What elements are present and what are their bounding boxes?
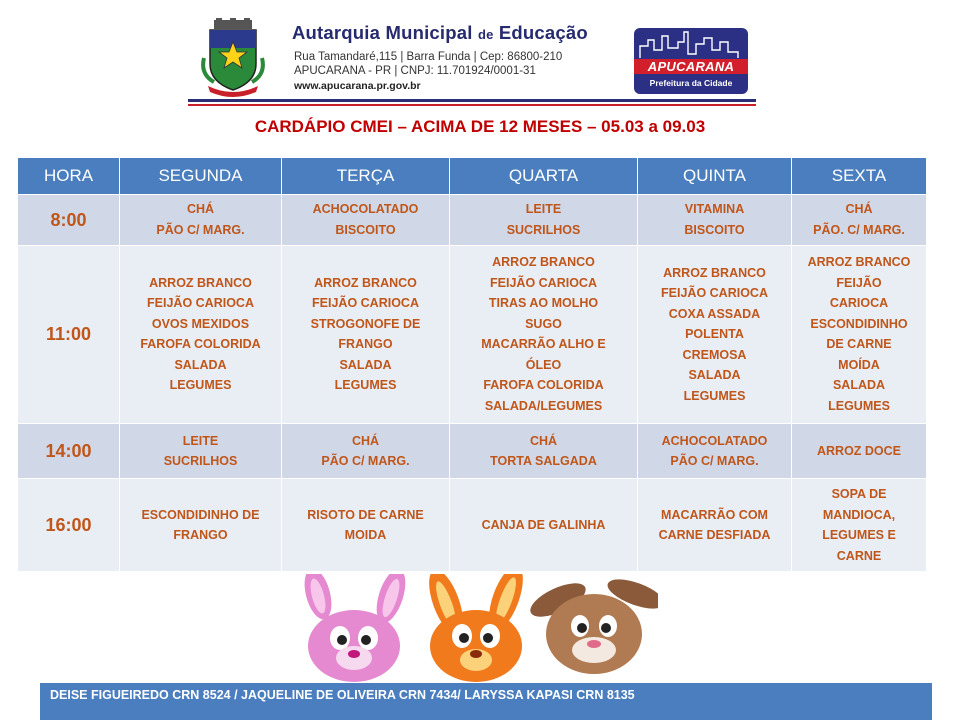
menu-item: VITAMINA bbox=[684, 202, 745, 217]
menu-item: ARROZ BRANCO bbox=[492, 255, 595, 270]
menu-item: MOIDA bbox=[344, 528, 387, 542]
header-rule-red bbox=[188, 104, 756, 106]
menu-item: CANJA DE GALINHA bbox=[481, 517, 606, 532]
menu-item: CHÁ bbox=[529, 433, 558, 448]
hour-cell: 8:00 bbox=[18, 195, 120, 246]
menu-item: ESCONDIDINHO DE bbox=[141, 507, 260, 522]
menu-cell bbox=[638, 424, 792, 479]
address-line-2: APUCARANA - PR | CNPJ: 11.701924/0001-31 bbox=[294, 65, 536, 77]
city-badge-name: APUCARANA bbox=[634, 59, 748, 74]
hour-cell: 11:00 bbox=[18, 245, 120, 424]
menu-item: ARROZ BRANCO bbox=[663, 265, 766, 280]
menu-cell bbox=[638, 479, 792, 572]
skyline-icon bbox=[634, 28, 748, 62]
org-name: Autarquia Municipal de Educação bbox=[292, 22, 588, 43]
hour-cell: 16:00 bbox=[18, 479, 120, 572]
menu-item: LEGUMES bbox=[828, 398, 890, 413]
menu-item: CREMOSA bbox=[682, 347, 747, 362]
menu-item: LEGUMES bbox=[169, 378, 232, 393]
menu-item: SALADA bbox=[688, 368, 741, 383]
menu-cell bbox=[450, 245, 638, 424]
menu-item: ÓLEO bbox=[525, 357, 562, 372]
header-sexta: SEXTA bbox=[792, 158, 927, 195]
menu-item: CHÁ bbox=[845, 202, 873, 217]
bunnies-illustration bbox=[296, 574, 658, 684]
hour-cell: 14:00 bbox=[18, 424, 120, 479]
menu-item: STROGONOFE DE bbox=[310, 316, 421, 331]
menu-item: ACHOCOLATADO bbox=[312, 202, 419, 217]
menu-item: FAROFA COLORIDA bbox=[483, 378, 604, 393]
menu-item: FEIJÃO CARIOCA bbox=[661, 286, 768, 301]
brown-bunny-icon bbox=[526, 574, 658, 674]
menu-item: LEITE bbox=[182, 433, 219, 448]
menu-item: COXA ASSADA bbox=[668, 306, 761, 321]
menu-item: ARROZ BRANCO bbox=[149, 275, 252, 290]
menu-item: POLENTA bbox=[685, 327, 744, 342]
menu-cell bbox=[450, 195, 638, 246]
menu-cell bbox=[792, 195, 927, 246]
menu-item: TIRAS AO MOLHO bbox=[488, 296, 599, 311]
nutritionists-credits: DEISE FIGUEIREDO CRN 8524 / JAQUELINE DE OLIVEIRA CRN 7434/ LARYSSA KAPASI CRN 8135 bbox=[50, 688, 635, 702]
table-row bbox=[18, 424, 927, 479]
table-row bbox=[18, 479, 927, 572]
menu-item: CARIOCA bbox=[829, 296, 889, 311]
menu-item: SALADA bbox=[832, 378, 886, 393]
menu-item: DE CARNE bbox=[826, 337, 892, 352]
menu-item: MANDIOCA, bbox=[822, 507, 896, 522]
menu-cell bbox=[450, 479, 638, 572]
menu-item: TORTA SALGADA bbox=[490, 454, 597, 469]
menu-item: FRANGO bbox=[338, 337, 393, 352]
menu-item: FEIJÃO CARIOCA bbox=[490, 275, 597, 290]
pink-bunny-icon bbox=[300, 574, 411, 682]
orange-bunny-icon bbox=[422, 574, 530, 682]
menu-item: FRANGO bbox=[173, 528, 228, 542]
menu-item: CHÁ bbox=[351, 433, 380, 448]
menu-cell bbox=[638, 245, 792, 424]
menu-cell bbox=[120, 195, 282, 246]
menu-item: PÃO C/ MARG. bbox=[156, 222, 245, 237]
menu-item: SUCRILHOS bbox=[506, 222, 581, 237]
menu-item: FEIJÃO CARIOCA bbox=[147, 296, 254, 311]
menu-cell bbox=[120, 479, 282, 572]
menu-item: MACARRÃO COM bbox=[661, 507, 768, 522]
menu-item: SALADA bbox=[174, 357, 227, 372]
menu-item: PÃO C/ MARG. bbox=[321, 454, 410, 469]
menu-item: ESCONDIDINHO bbox=[810, 316, 908, 331]
menu-cell bbox=[120, 424, 282, 479]
menu-item: CARNE bbox=[836, 548, 882, 563]
menu-cell bbox=[638, 195, 792, 246]
menu-item: BISCOITO bbox=[335, 222, 396, 237]
menu-item: CARNE DESFIADA bbox=[658, 528, 771, 542]
menu-item: PÃO C/ MARG. bbox=[670, 454, 759, 469]
menu-item: LEGUMES E bbox=[822, 528, 896, 542]
menu-cell bbox=[282, 195, 450, 246]
menu-cell bbox=[282, 245, 450, 424]
menu-item: PÃO. C/ MARG. bbox=[813, 222, 905, 237]
menu-cell bbox=[282, 479, 450, 572]
menu-item: SUCRILHOS bbox=[163, 454, 238, 469]
header-hora: HORA bbox=[18, 158, 120, 195]
menu-item: FAROFA COLORIDA bbox=[140, 337, 261, 352]
menu-cell bbox=[792, 245, 927, 424]
table-row bbox=[18, 195, 927, 246]
header-quinta: QUINTA bbox=[638, 158, 792, 195]
menu-item: FEIJÃO bbox=[836, 275, 882, 290]
menu-title: CARDÁPIO CMEI – ACIMA DE 12 MESES – 05.03 a 09.03 bbox=[254, 117, 706, 136]
menu-cell bbox=[120, 245, 282, 424]
table-header-row bbox=[18, 158, 927, 195]
menu-cell bbox=[792, 479, 927, 572]
menu-item: LEGUMES bbox=[683, 388, 746, 403]
header-terca: TERÇA bbox=[282, 158, 450, 195]
website-link[interactable]: www.apucarana.pr.gov.br bbox=[294, 80, 421, 92]
menu-item: LEITE bbox=[525, 202, 562, 217]
menu-item: CHÁ bbox=[186, 202, 215, 217]
menu-item: BISCOITO bbox=[684, 222, 745, 237]
address-line-1: Rua Tamandaré,115 | Barra Funda | Cep: 86800-210 bbox=[294, 51, 563, 63]
menu-item: FEIJÃO CARIOCA bbox=[312, 296, 419, 311]
menu-item: ARROZ BRANCO bbox=[314, 275, 417, 290]
menu-item: MOÍDA bbox=[838, 357, 880, 372]
menu-item: RISOTO DE CARNE bbox=[307, 507, 424, 522]
header-rule bbox=[188, 99, 756, 102]
menu-item: LEGUMES bbox=[334, 378, 397, 393]
menu-item: SALADA/LEGUMES bbox=[484, 398, 603, 413]
menu-table bbox=[17, 157, 927, 572]
menu-cell bbox=[450, 424, 638, 479]
header-segunda: SEGUNDA bbox=[120, 158, 282, 195]
menu-cell bbox=[282, 424, 450, 479]
menu-item: ACHOCOLATADO bbox=[661, 433, 768, 448]
header-quarta: QUARTA bbox=[450, 158, 638, 195]
menu-item: OVOS MEXIDOS bbox=[151, 316, 250, 331]
menu-item: ARROZ DOCE bbox=[816, 443, 902, 458]
city-badge-subtitle: Prefeitura da Cidade bbox=[649, 78, 733, 88]
footer-bar bbox=[40, 683, 932, 720]
header-banner bbox=[188, 14, 756, 102]
city-crest-icon bbox=[200, 18, 266, 98]
table-row bbox=[18, 245, 927, 424]
city-logo-badge bbox=[634, 28, 748, 94]
menu-cell bbox=[792, 424, 927, 479]
menu-item: SALADA bbox=[339, 357, 392, 372]
menu-item: SOPA DE bbox=[831, 487, 887, 501]
menu-item: SUGO bbox=[525, 316, 562, 331]
menu-item: MACARRÃO ALHO E bbox=[481, 337, 606, 352]
menu-item: ARROZ BRANCO bbox=[807, 255, 911, 270]
